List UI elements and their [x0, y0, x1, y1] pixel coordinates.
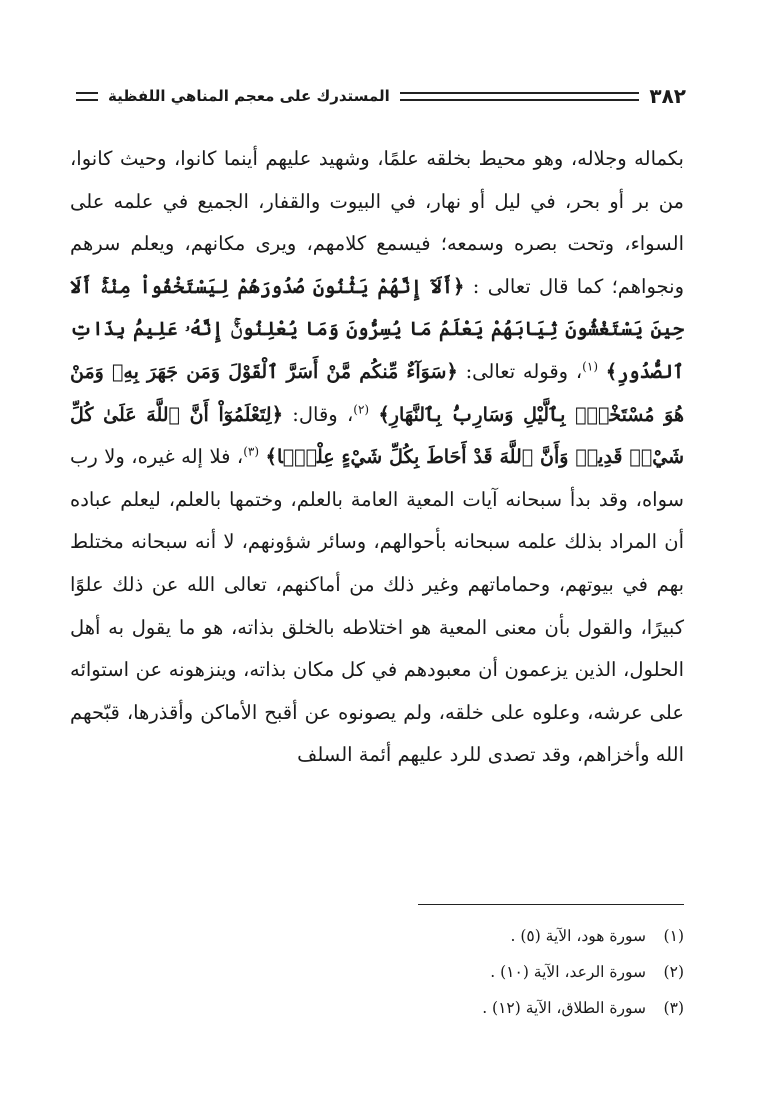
- footnote-text: سورة الرعد، الآية (١٠) .: [490, 963, 646, 981]
- footnotes: [380, 918, 684, 1026]
- page-header: [76, 84, 686, 108]
- footnote-item: [380, 954, 684, 990]
- footnote-number: (٣): [663, 999, 684, 1017]
- quran-verse-2: سَوَآءٌ مِّنكُم مَّنْ أَسَرَّ ٱلْقَوْلَ وَمَن جَهَرَ بِهِۦ وَمَنْ هُوَ مُسْتَخْفِۭ بِٱلَّيْلِ وَسَارِبُۢ بِٱلنَّهَارِ: [70, 360, 684, 426]
- body-text-1: بكماله وجلاله، وهو محيط بخلقه علمًا، وشهيد عليهم أينما كانوا، وحيث كانوا، من بر أو بحر، في ليل أو نهار، في البيوت والقفار، الجميع في علمه على السواء، وتحت بصره وسمعه؛ فيسمع كلامهم، ويرى مكانهم، ويعلم سرهم ونجواهم؛ كما قال تعالى :: [70, 147, 684, 298]
- page-number: ٣٨٢: [649, 84, 686, 108]
- footnote-number: (٢): [663, 963, 684, 981]
- quran-bracket-open: ﴿: [453, 274, 465, 298]
- footnote-number: (١): [663, 927, 684, 945]
- footnote-text: سورة الطلاق، الآية (١٢) .: [482, 999, 646, 1017]
- book-title: المستدرك على معجم المناهي اللفظية: [108, 87, 390, 105]
- quran-bracket-close: ﴾: [378, 402, 390, 426]
- footnote-text: سورة هود، الآية (٥) .: [510, 927, 646, 945]
- quran-bracket-close: ﴾: [265, 445, 277, 469]
- footnote-ref-1[interactable]: (١): [582, 359, 598, 374]
- body-text-2: ، وقوله تعالى:: [465, 359, 583, 383]
- header-rule-right: [400, 92, 640, 101]
- footnote-item: [380, 990, 684, 1026]
- footnote-ref-3[interactable]: (٣): [243, 444, 260, 459]
- quran-bracket-open: ﴿: [446, 359, 458, 383]
- quran-verse-3: لِتَعْلَمُوٓاْ أَنَّ ٱللَّهَ عَلَىٰ كُلِّ شَيْءٖ قَدِيرٞ وَأَنَّ ٱللَّهَ قَدْ أَحَاطَ بِكُلِّ شَيْءٍ عِلْمَۢا: [70, 403, 684, 469]
- body-text-4: ، فلا إله غيره، ولا رب سواه، وقد بدأ سبحانه آيات المعية العامة بالعلم، وختمها بالعلم، ليعلم عباده أن المراد بذلك علمه سبحانه بأحوالهم، وسائر شؤونهم، لا أنه سبحانه مختلط بهم في بيوتهم، وحماماتهم وغير ذلك من أماكنهم، تعالى الله عن ذلك علوًا كبيرًا، والقول بأن معنى المعية هو اختلاطه بالخلق بذاته، هو ما يقول به أهل الحلول، الذين يزعمون أن معبودهم في كل مكان بذاته، وينزهونه عن استوائه على عرشه، وعلوه على خلقه، ولم يصونوه عن أقبح الأماكن وأقذرها، قبّحهم الله وأخزاهم، وقد تصدى للرد عليهم أئمة السلف: [70, 445, 684, 767]
- body-text-3: ، وقال:: [292, 402, 354, 426]
- footnote-ref-2[interactable]: (٢): [353, 402, 370, 417]
- footnote-separator: [418, 904, 684, 905]
- footnote-item: [380, 918, 684, 954]
- header-rule-left: [76, 92, 98, 101]
- quran-bracket-close: ﴾: [605, 359, 618, 383]
- paragraph: [70, 138, 684, 777]
- quran-bracket-open: ﴿: [271, 402, 284, 426]
- main-text: [70, 138, 684, 777]
- quran-verse-1: أَلَآ إِنَّهُمْ يَثْنُونَ صُدُورَهُمْ لِيَسْتَخْفُواْ مِنْهُۚ أَلَا حِينَ يَسْتَغْشُونَ ثِيَابَهُمْ يَعْلَمُ مَا يُسِرُّونَ وَمَا يُعْلِنُونَۚ إِنَّهُۥ عَلِيمُۢ بِذَاتِ ٱلصُّدُورِ: [70, 275, 684, 383]
